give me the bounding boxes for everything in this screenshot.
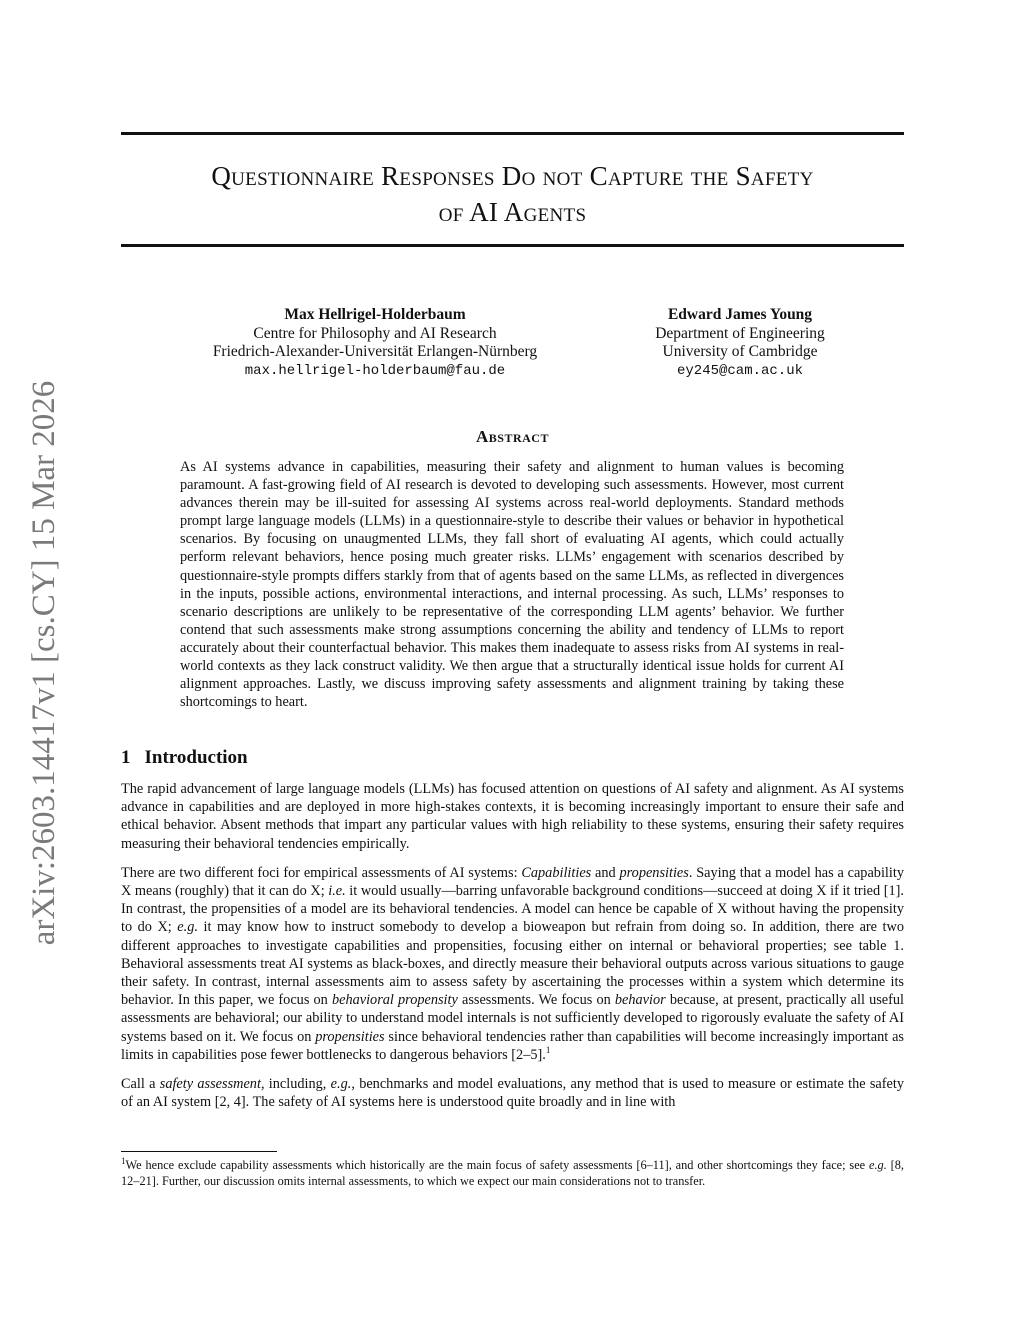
author-name: Edward James Young: [667, 306, 813, 323]
title-line-1: Questionnaire Responses Do not Capture the Safety: [211, 161, 814, 191]
arxiv-stamp: arXiv:2603.14417v1 [cs.CY] 15 Mar 2026: [26, 380, 62, 946]
footnote-mark: 1: [121, 1155, 126, 1166]
section-heading: [121, 747, 248, 769]
paragraph-1: The rapid advancement of large language models (LLMs) has focused attention on questions of AI safety and alignment. As AI systems advance in capabilities and are deployed in more high-stakes contexts, it is becoming increasingly important to ensure their safe and ethical behavior. Absent methods that impart any particular values with high reliability to these systems, ensuring their safety requires measuring their behavioral tendencies empirically.: [121, 781, 904, 852]
author-name: Max Hellrigel-Holderbaum: [284, 306, 466, 323]
author-affiliation: Friedrich-Alexander-Universität Erlangen-Nürnberg: [212, 343, 538, 360]
paragraph-2: There are two different foci for empirical assessments of AI systems: Capabilities and propensities. Saying that a model has a capability X means (roughly) that it can do X; i.e. it would usually—barring unfavorable background conditions—succeed at doing X if it tried [1]. In contrast, the propensities of a model are its behavioral tendencies. A model can hence be capable of X without having the propensity to do X; e.g. it may know how to instruct somebody to develop a bioweapon but refrain from doing so. In addition, there are two different approaches to investigate capabilities and propensities, focusing either on internal or behavioral properties; see table 1. Behavioral assessments treat AI systems as black-boxes, and directly measure their behavioral outputs across various situations to gauge their safety. In contrast, internal assessments aim to assess safety by ascertaining the processes within a system which determine its behavior. In this paper, we focus on behavioral propensity assessments. We focus on behavior because, at present, practically all useful assessments are behavioral; our ability to understand model internals is not sufficiently developed to rigorously evaluate the safety of AI systems based on it. We focus on propensities since behavioral tendencies rather than capabilities will become increasingly important as limits in capabilities pose fewer bottlenecks to dangerous behaviors [2–5].$^1$: [121, 864, 905, 1063]
abstract-text: As AI systems advance in capabilities, measuring their safety and alignment to human values is becoming paramount. A fast-growing field of AI research is devoted to developing such assessments. However, most current advances therein may be ill-suited for assessing AI systems across real-world deployments. Standard methods prompt large language models (LLMs) in a questionnaire-style to describe their values or behavior in hypothetical scenarios. By focusing on unaugmented LLMs, they fall short of evaluating AI agents, which could actually perform relevant behaviors, hence posing much greater risks. LLMs’ engagement with scenarios described by questionnaire-style prompts differs starkly from that of agents based on the same LLMs, as reflected in divergences in the inputs, possible actions, environmental interactions, and internal processing. As such, LLMs’ responses to scenario descriptions are unlikely to be representative of the corresponding LLM agents’ behavior. We further contend that such assessments make strong assumptions concerning the ability and tendency of LLMs to report accurately about their counterfactual behavior. This makes them inadequate to assess risks from AI systems in real-world contexts as they lack construct validity. We then argue that a structurally identical issue holds for current AI alignment approaches. Lastly, we discuss improving safety assessments and alignment training by taking these shortcomings to heart.: [180, 459, 844, 711]
body-text: [121, 780, 904, 1122]
title-line-2: of AI Agents: [438, 197, 587, 227]
title-rule-top: [121, 132, 904, 135]
author-email[interactable]: ey245@cam.ac.uk: [676, 362, 804, 379]
footnote: $^1$We hence exclude capability assessments which historically are the main focus of safety assessments [6–11], and other shortcomings they face; see e.g. [8, 12–21]. Further, our discussion omits internal assessments, to which we expect our main considerations not to transfer.: [121, 1155, 904, 1188]
footnote-rule: [121, 1151, 277, 1152]
footnote-ref[interactable]: 1: [545, 1045, 551, 1056]
paper-title: [121, 158, 904, 230]
author-affiliation: Department of Engineering: [655, 324, 825, 342]
author-block-2: [620, 306, 860, 380]
title-rule-bottom: [121, 244, 904, 247]
paragraph-3: Call a safety assessment, including, e.g., benchmarks and model evaluations, any method that is used to measure or estimate the safety of an AI system [2, 4]. The safety of AI systems here is understood quite broadly and in line with: [121, 1076, 904, 1111]
section-title: Introduction: [144, 747, 248, 768]
abstract-heading: Abstract: [476, 427, 549, 446]
author-affiliation: Centre for Philosophy and AI Research: [253, 324, 497, 342]
author-block-1: [190, 306, 560, 380]
author-affiliation: University of Cambridge: [662, 343, 818, 360]
author-email[interactable]: max.hellrigel-holderbaum@fau.de: [244, 362, 506, 379]
section-number: 1: [121, 747, 131, 768]
